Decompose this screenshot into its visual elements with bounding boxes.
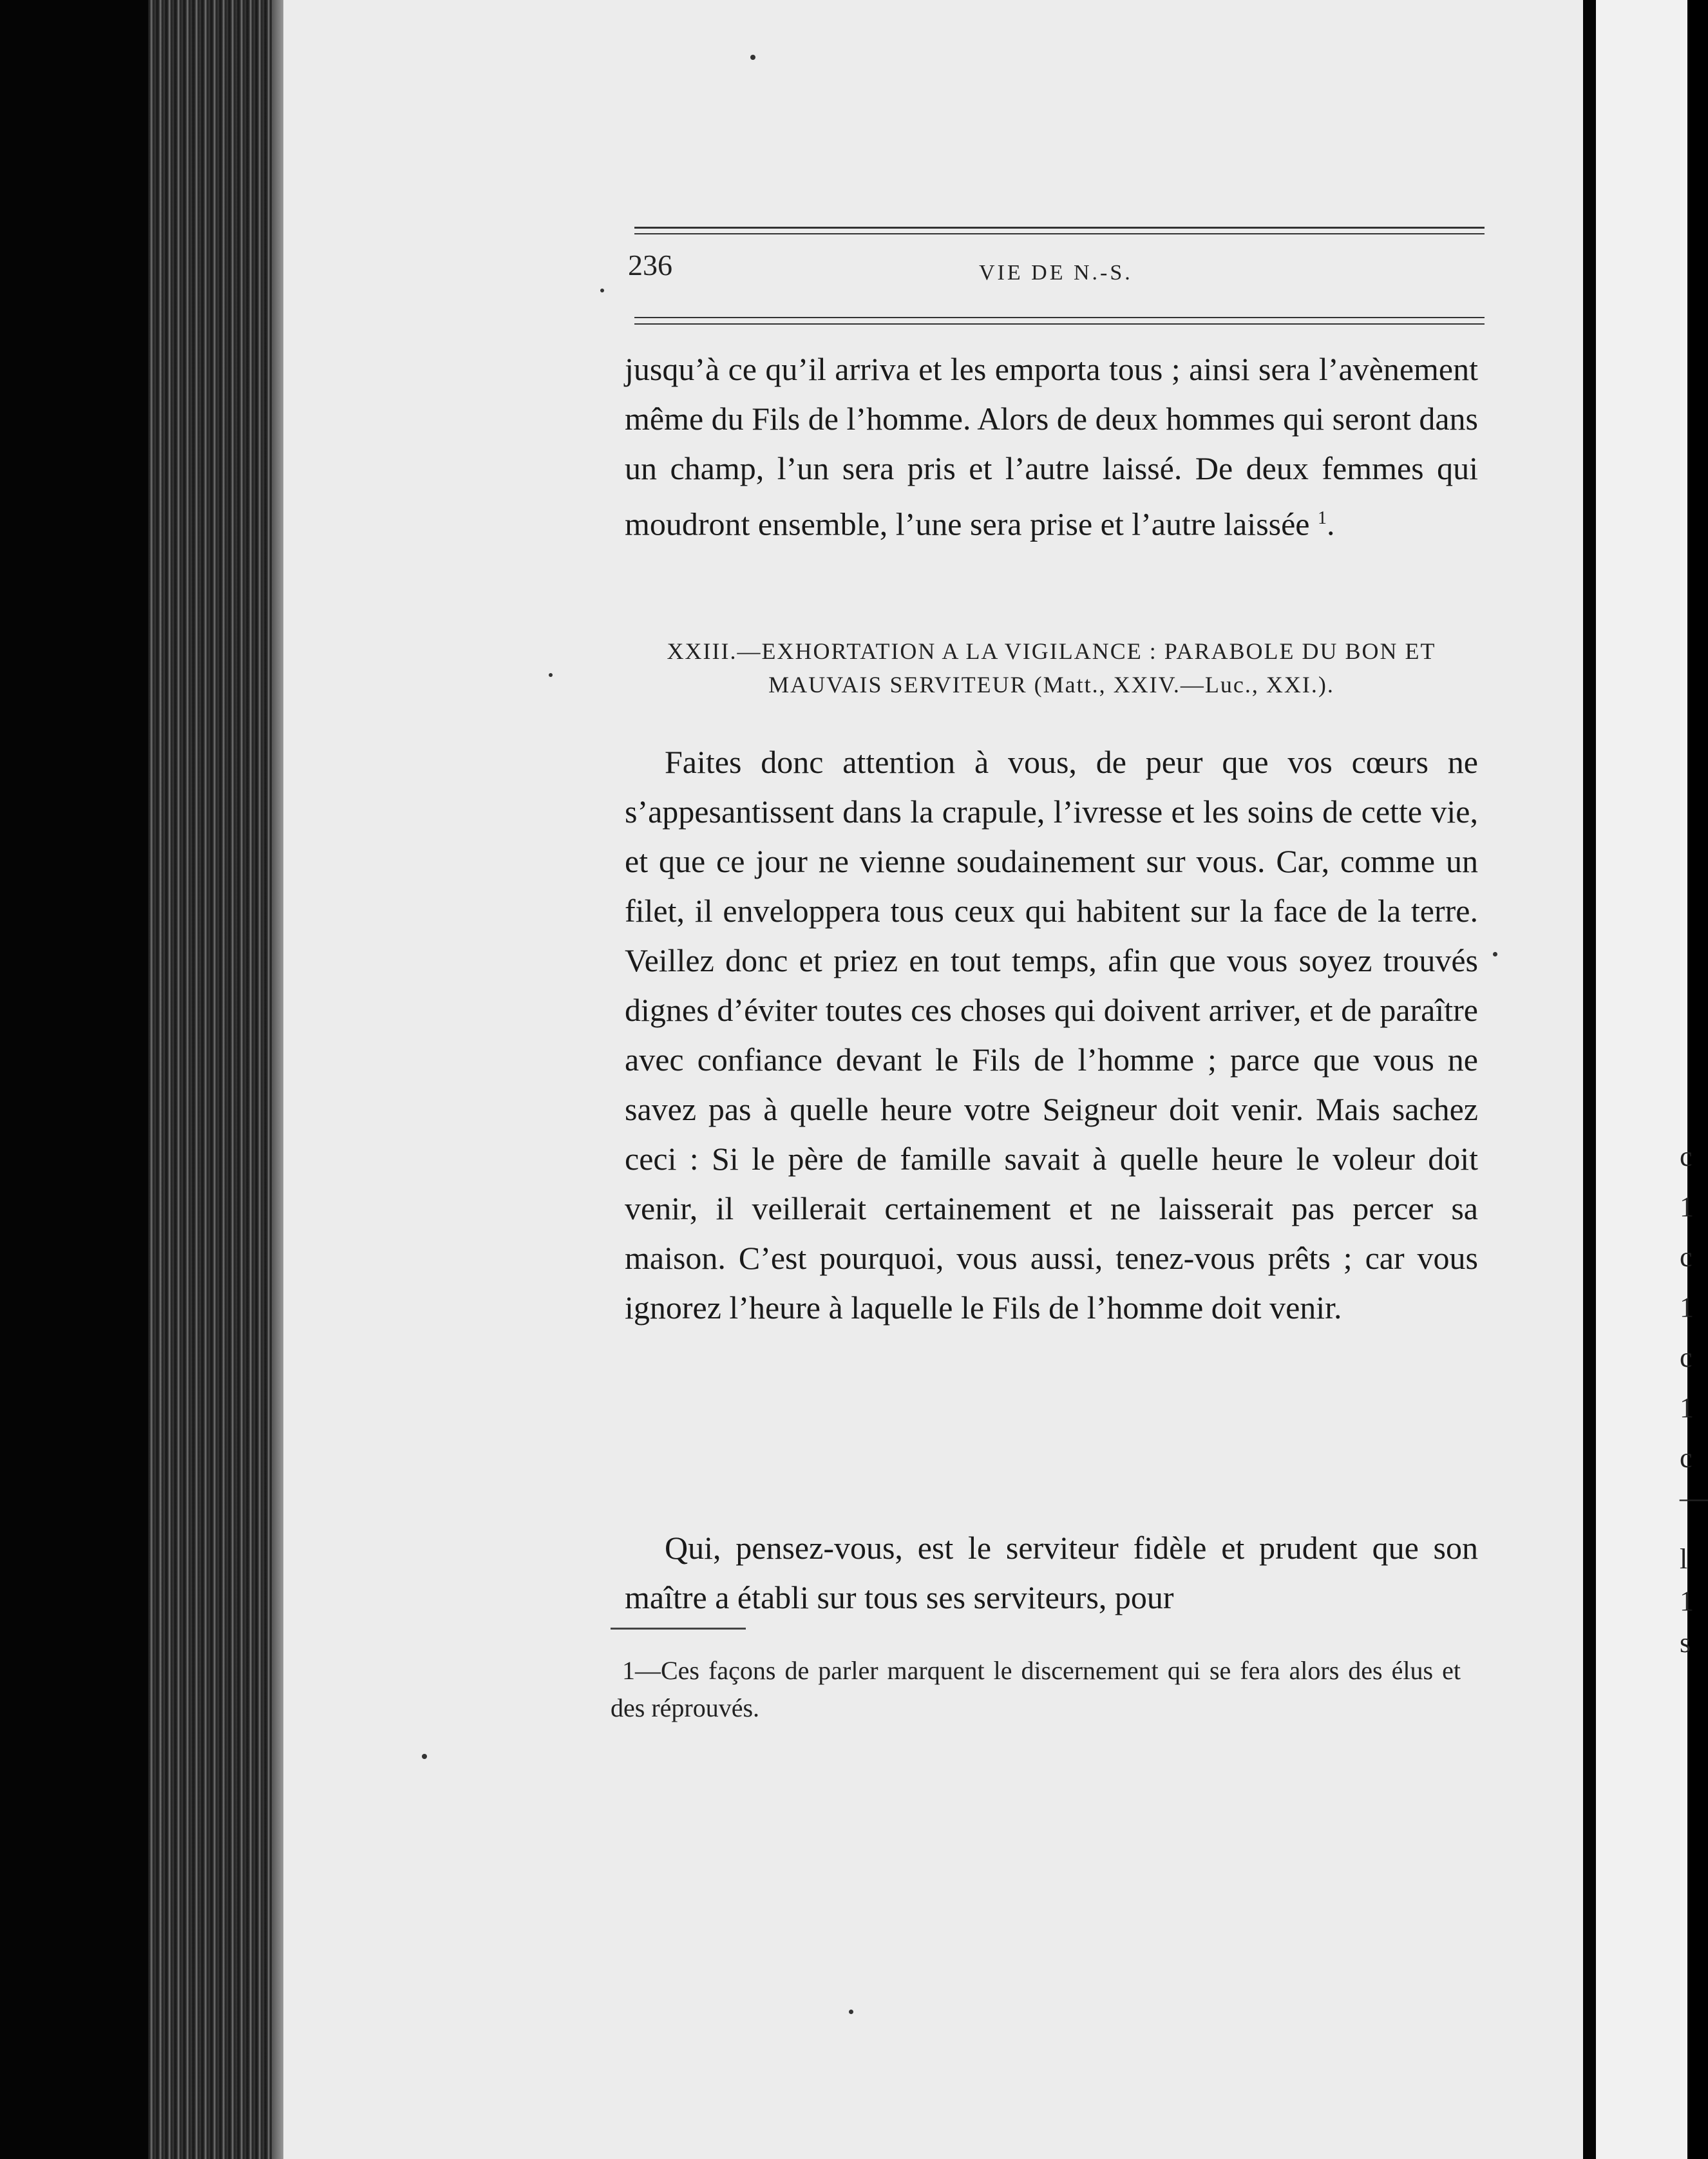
next-page-fragment: c — [1680, 1141, 1693, 1172]
next-page-fragment: 1 — [1680, 1585, 1694, 1617]
section-heading: XXIII.—EXHORTATION A LA VIGILANCE : PARABOLE DU BON ET MAUVAIS SERVITEUR (Matt., XXIV.—Luc., XXI.). — [667, 638, 1436, 698]
book-page-edges — [148, 0, 283, 2159]
gutter-shadow — [1583, 0, 1596, 2159]
paragraph-servant: Qui, pensez-vous, est le serviteur fidèle et prudent que son maître a établi sur tous ses serviteurs, pour — [625, 1530, 1478, 1615]
scan-speck — [849, 2010, 853, 2014]
header-rule-top-thin — [634, 233, 1485, 234]
next-page-fragment: c — [1680, 1442, 1693, 1474]
scan-speck — [600, 289, 604, 292]
next-page-fragment: 1 — [1680, 1191, 1694, 1222]
paragraph-exhortation: Faites donc attention à vous, de peur que vos cœurs ne s’appesantissent dans la crapule, l’ivresse et les soins de cette vie, et que ce jour ne vienne soudainement sur vous. Car, comme un filet, il enveloppera tous ceux qui habitent sur la face de la terre. Veillez donc et priez en tout temps, afin que vous soyez trouvés dignes d’éviter toutes ces choses qui doivent arriver, et de paraître avec confiance devant le Fils de l’homme ; parce que vous ne savez pas à quelle heure votre Seigneur doit venir. Mais sachez ceci : Si le père de famille savait à quelle heure le voleur doit venir, il veillerait certainement et ne laisserait pas percer sa maison. C’est pourquoi, vous aussi, tenez-vous prêts ; car vous ignorez l’heure à laquelle le Fils de l’homme doit venir. — [625, 744, 1478, 1326]
footnote-rule — [611, 1628, 746, 1630]
next-page-fragment: 1 — [1680, 1392, 1694, 1423]
scan-speck — [1493, 952, 1497, 956]
scan-speck — [750, 55, 755, 60]
next-page-fragment: c — [1680, 1342, 1693, 1373]
footnote-reference: 1 — [1318, 508, 1327, 528]
next-page-edge — [1596, 0, 1708, 2159]
next-page-fragment: — — [1680, 1482, 1708, 1514]
header-rule-bottom-thin — [634, 323, 1485, 325]
next-page-fragment: l — [1680, 1543, 1688, 1575]
footnote: 1—Ces façons de parler marquent le discernement qui se fera alors des élus et des réprouvés. — [611, 1656, 1461, 1722]
header-rule-top — [634, 227, 1485, 229]
paragraph-text: jusqu’à ce qu’il arriva et les emporta tous ; ainsi sera l’avènement même du Fils de l’homme. Alors de deux hommes qui seront dans un champ, l’un sera pris et l’autre laissé. De deux femmes qui moudront ensemble, l’une sera prise et l’autre laissée — [625, 351, 1478, 542]
scan-speck — [549, 673, 553, 677]
page-number: 236 — [628, 249, 672, 281]
paragraph-continuation: jusqu’à ce qu’il arriva et les emporta tous ; ainsi sera l’avènement même du Fils de l’homme. Alors de deux hommes qui seront dans un champ, l’un sera pris et l’autre laissé. De deux femmes qui moudront ensemble, l’une sera prise et l’autre laissée $^1$. — [625, 351, 1478, 542]
next-page-fragment: 1 — [1680, 1291, 1694, 1323]
header-rule-bottom — [634, 317, 1485, 318]
scan-speck — [422, 1754, 427, 1759]
scan-background — [0, 0, 148, 2159]
next-page-fragment: s — [1680, 1627, 1691, 1659]
next-page-fragment: c — [1680, 1241, 1693, 1273]
running-title: VIE DE N.-S. — [979, 261, 1133, 285]
